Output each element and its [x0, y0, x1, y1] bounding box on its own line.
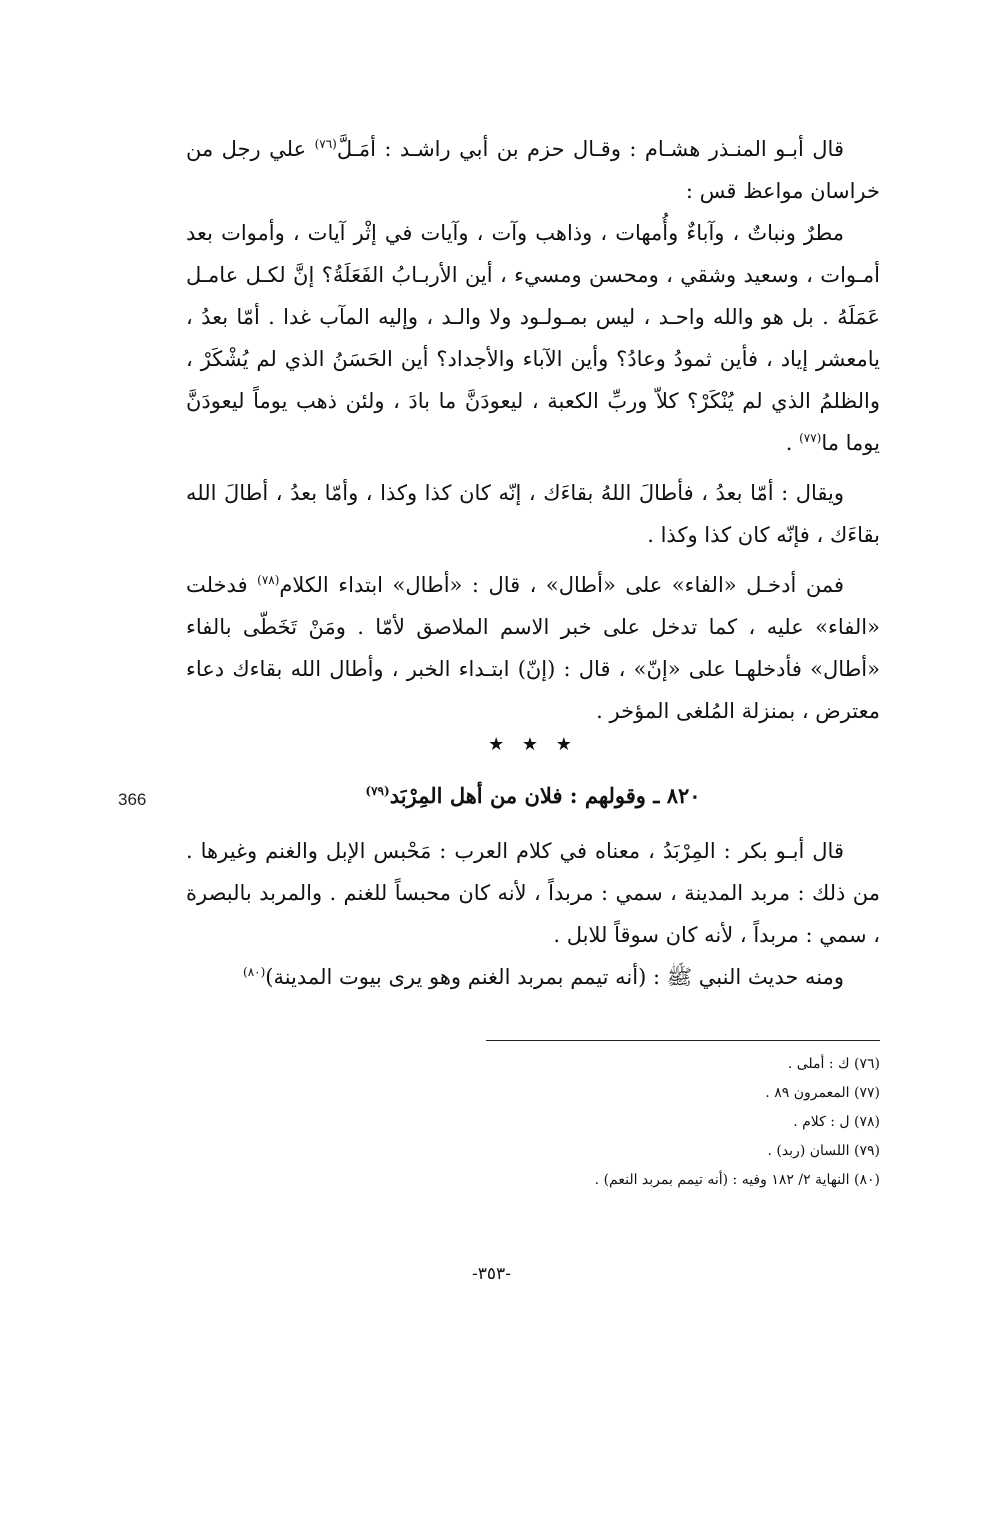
footnote-ref-80: (٨٠)	[243, 965, 266, 979]
footnote-78: (٧٨) ل : كلام .	[793, 1114, 880, 1130]
footnote-80: (٨٠) النهاية ٢/ ١٨٢ وفيه : (أنه تيمم بمربد النعم) .	[594, 1172, 880, 1188]
paragraph-2: مطرٌ ونباتٌ ، وآباءٌ وأُمهات ، وذاهب وآت ، وآيات في إثْر آيات ، وأموات بعد أمـوات ، وسعيد وشقي ، ومحسن ومسيء ، أين الأربـابُ الفَعَلَةُ؟ إنَّ لكـل عامـل عَمَلَهُ . بل هو والله واحـد ، ليس بمـولـود ولا والـد ، وإليه المآب غدا . أمّا بعدُ ، يامعشر إياد ، فأين ثمودُ وعادُ؟ وأين الآباء والأجداد؟ أين الحَسَنُ الذي لم يُشْكَرْ ، والظلمُ الذي لم يُنْكَرْ؟ كلاّ وربِّ الكعبة ، ليعودَنَّ ما بادَ ، ولئن ذهب يوماً ليعودَنَّ يوما ما$^{(٧٧)}$ .	[186, 221, 880, 455]
paragraph-4: فمن أدخـل «الفاء» على «أطال» ، قال : «أطال» ابتداء الكلام$^{(٧٨)}$ فدخلت «الفاء» عليه ، كما تدخل على خبر الاسم الملاصق لأمّا . ومَنْ تَخَطّى بالفاء «أطال» فأدخلهـا على «إنّ» ، قال : (إنّ) ابتـداء الخبر ، وأطال الله بقاءك دعاء معترض ، بمنزلة المُلغى المؤخر .	[186, 573, 880, 723]
paragraph-5: قال أبـو بكر : المِرْبَدُ ، معناه في كلام العرب : مَحْبس الإبل والغنم وغيرها . من ذلك : مربد المدينة ، سمي : مربداً ، لأنه كان محبساً للغنم . والمربد بالبصرة ، سمي : مربداً ، لأنه كان سوقاً للابل .	[186, 839, 880, 947]
footnote-76: (٧٦) ك : أملى .	[787, 1056, 880, 1072]
footnote-ref-79: (٧٩)	[365, 784, 390, 798]
footnote-divider	[486, 1040, 880, 1041]
footnote-ref-77: (٧٧)	[799, 431, 822, 445]
paragraph-3: ويقال : أمّا بعدُ ، فأطالَ اللهُ بقاءَك ، إنّه كان كذا وكذا ، وأمّا بعدُ ، أطالَ الله بقاءَك ، فإنّه كان كذا وكذا .	[186, 481, 880, 547]
top-text-block	[186, 128, 880, 732]
footnote-ref-78: (٧٨)	[257, 573, 280, 587]
bottom-text-block	[186, 830, 880, 998]
margin-page-number: 366	[118, 790, 147, 809]
footnote-79: (٧٩) اللسان (ربد) .	[767, 1143, 880, 1159]
footnote-ref-76: (٧٦)	[314, 137, 337, 151]
paragraph-6: ومنه حديث النبي ﷺ : (أنه تيمم بمربد الغنم وهو يرى بيوت المدينة)$^{(٨٠)}$	[243, 965, 844, 989]
section-separator: ★ ★ ★	[488, 734, 578, 755]
footnote-77: (٧٧) المعمرون ٨٩ .	[765, 1085, 880, 1101]
footnotes	[486, 1050, 880, 1195]
page-number: -٣٥٣-	[472, 1264, 511, 1284]
section-heading: ٨٢٠ ـ وقولهم : فلان من أهل المِرْبَد$^{(٧٩)}$	[365, 783, 701, 808]
paragraph-1: قال أبـو المنـذر هشـام : وقـال حزم بن أبي راشـد : أمَـلَّ$^{(٧٦)}$ علي رجل من خراسان مواعظ قس :	[186, 137, 880, 203]
